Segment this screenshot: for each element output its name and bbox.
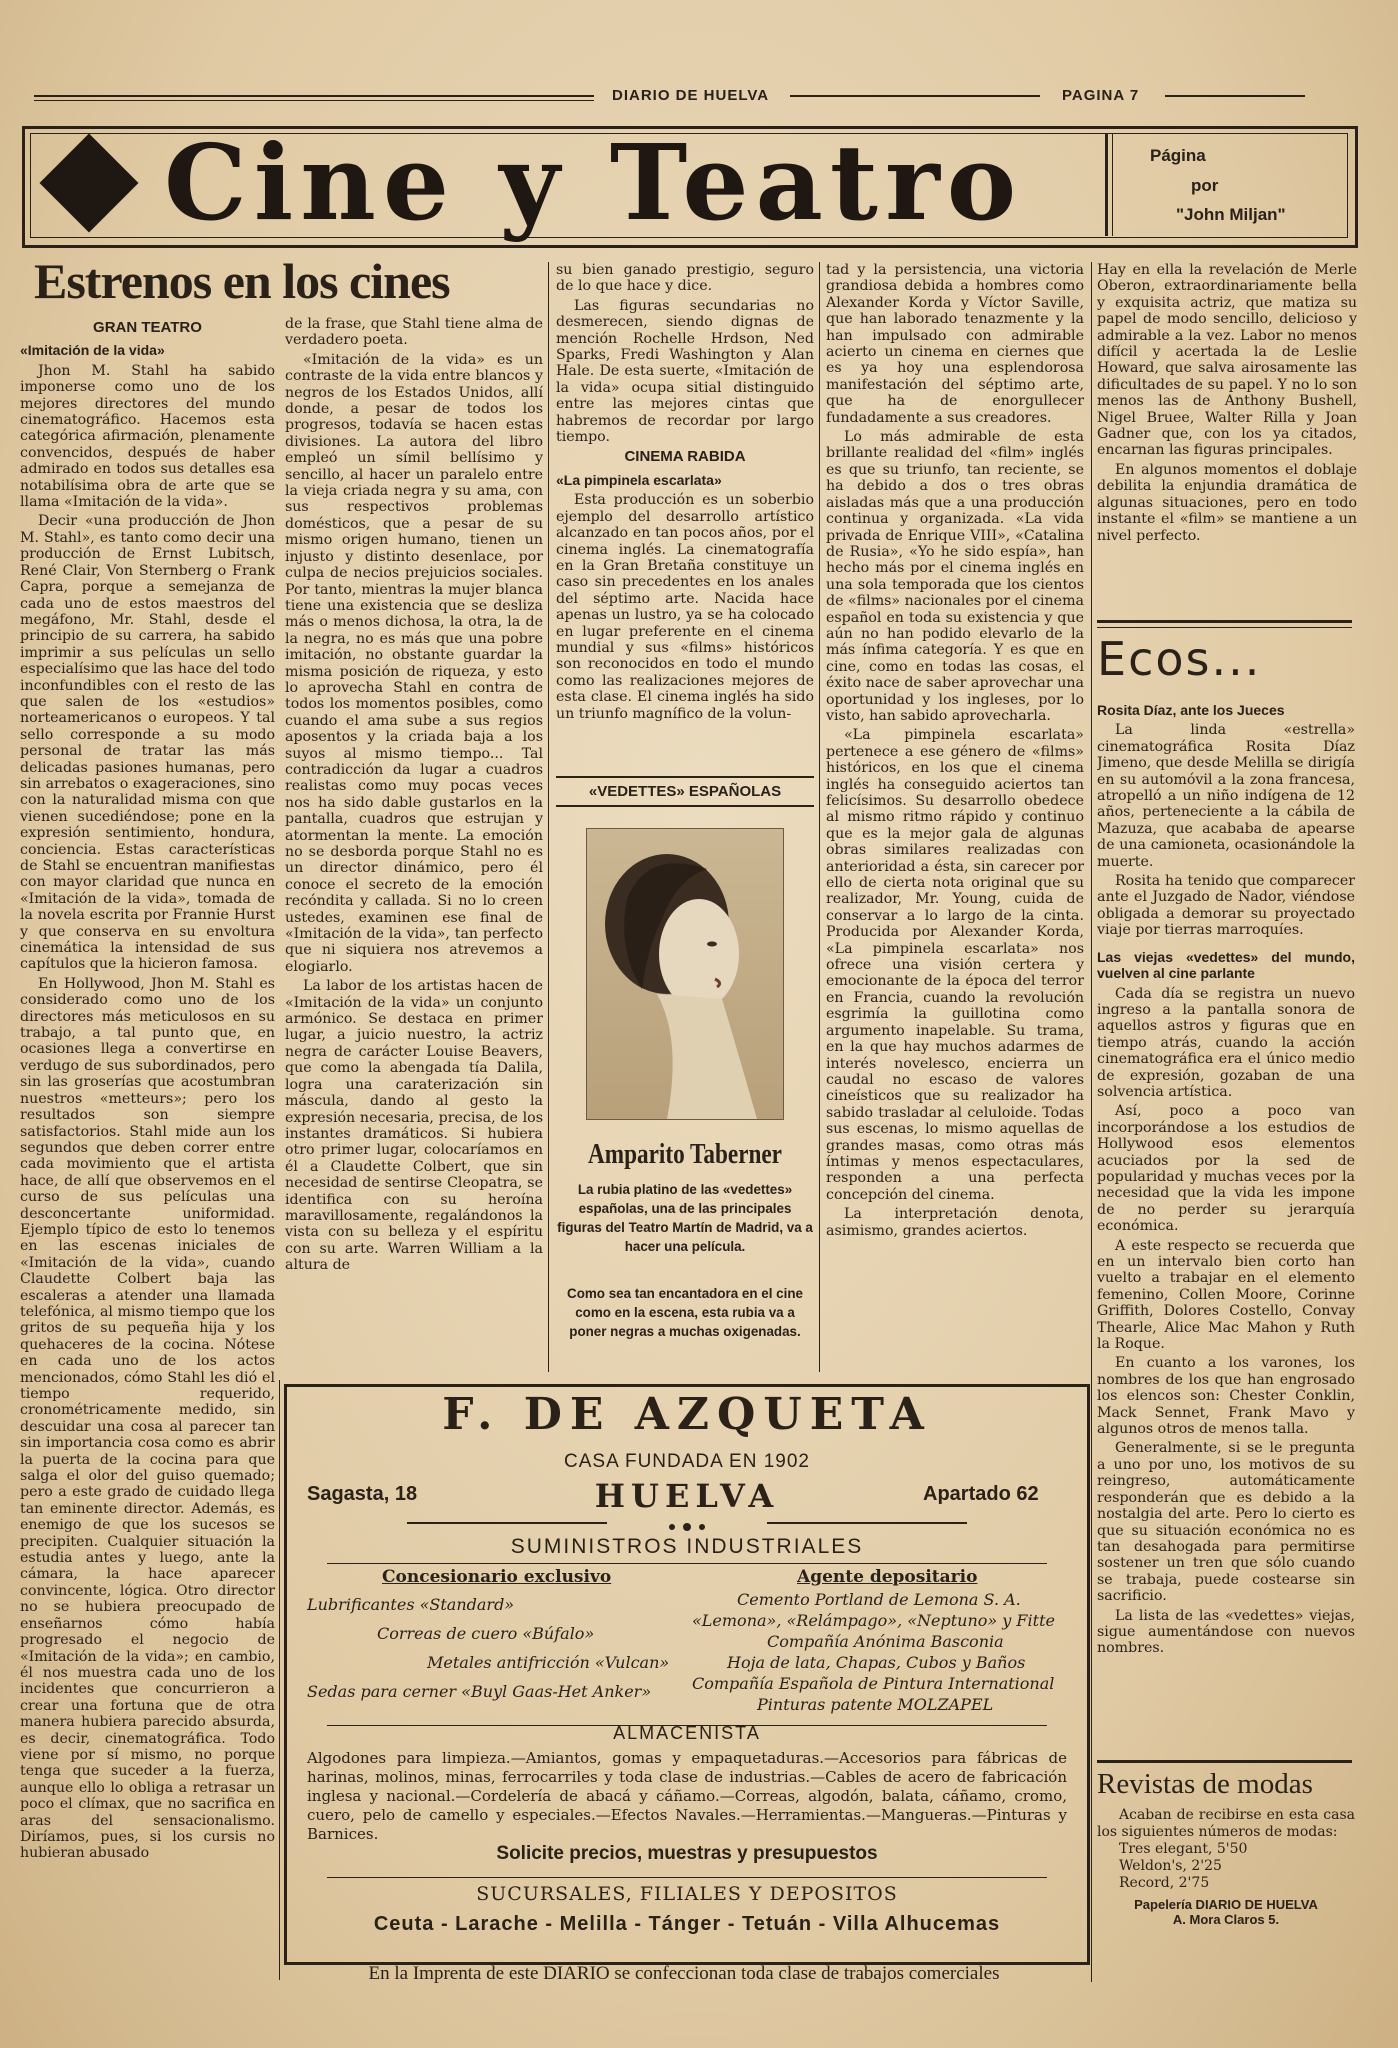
revistas-footer-2: A. Mora Claros 5. bbox=[1172, 1912, 1280, 1927]
revistas-footer-1: Papelería DIARIO DE HUELVA bbox=[1134, 1897, 1318, 1912]
paragraph: En algunos momentos el doblaje debilita la enjundia dramática de algunas situaciones, pero en todo instante el «film» se mantiene a un nivel perfecto. bbox=[1097, 461, 1357, 544]
masthead-rule-right bbox=[1165, 95, 1305, 97]
paragraph: de la frase, que Stahl tiene alma de verdadero poeta. bbox=[285, 316, 543, 349]
paragraph: Decir «una producción de Jhon M. Stahl», es tanto como decir una producción de Ernst Lubitsch, René Clair, Von Sternberg o Frank Capra, porque a semejanza de cada uno de estos maestros del megáfono, Mr. Stahl, desde el principio de su carrera, ha sabido imprimir a sus películas un sello especialísimo que las hace del todo inconfundibles con el resto de las que salen de los «estudios» norteamericanos o europeos. Y tal sello corresponde a su modo personal de tratar las más delicadas pasiones humanas, pero sin arrebatos o exageraciones, sino con la naturalidad misma con que vienen sucediéndose; pone en la expresión sentimiento, hondura, conciencia. Estas características de Stahl se encuentran manifiestas con mayor claridad que nunca en «Imitación de la vida», tomada de la novela escrita por Frannie Hurst y que conserva en su envoltura cinemática la intensidad de sus capítulos que la hicieron famosa. bbox=[20, 513, 275, 973]
ad-ornament-rule-right bbox=[767, 1522, 967, 1524]
column-rule-1 bbox=[548, 262, 549, 1372]
revistas-item: Weldon's, 2'25 bbox=[1119, 1858, 1222, 1874]
ecos-title: Ecos... bbox=[1097, 632, 1262, 686]
ad-right-item: Cemento Portland de Lemona S. A. bbox=[737, 1590, 1021, 1609]
column-2 bbox=[285, 316, 543, 1371]
ad-left-item: Lubrificantes «Standard» bbox=[307, 1595, 515, 1614]
ad-branches: Ceuta - Larache - Melilla - Tánger - Tetuán - Villa Alhucemas bbox=[373, 1913, 1001, 1935]
revistas-rule bbox=[1097, 1760, 1352, 1763]
paragraph: A este respecto se recuerda que en un intervalo bien corto han vuelto a trabajar en el elemento femenino, Collen Moore, Corinne Griffith, Dolores Costello, Convay Thearle, Alice Mac Mahon y Ruth la Roque. bbox=[1097, 1237, 1355, 1353]
ad-company: F. DE AZQUETA bbox=[442, 1389, 932, 1440]
paragraph: En cuanto a los varones, los nombres de los que han engrosado los elencos son: Chester Conklin, Mack Sennet, Frank Mavo y algunos otros de menos talla. bbox=[1097, 1355, 1355, 1438]
ad-section-suministros: SUMINISTROS INDUSTRIALES bbox=[510, 1535, 864, 1558]
column-1 bbox=[20, 316, 275, 1986]
ad-rule bbox=[327, 1877, 1047, 1878]
banner-divider bbox=[1105, 133, 1108, 236]
section-gran-teatro: GRAN TEATRO bbox=[93, 319, 202, 336]
paragraph: «Imitación de la vida» es un contraste de la vida entre blancos y negros de los Estados Unidos, allí donde, a pesar de todos los progresos, todavía se hacen estas divisiones. La autora del libro empleó un símil bellísimo y sencillo, al hacer un paralelo entre la vieja criada negra y su ama, con sus respectivos problemas domésticos, que a pesar de su mismo origen humano, tienen un injusto y distinto desenlace, por culpa de necios prejuicios sociales. Por tanto, mientras la mujer blanca tiene una existencia que se desliza más o menos dichosa, la otra, la de la negra, no es más que una pobre imitación, no obstante guardar la misma posición de riqueza, y esto lo aprovecha Stahl en contra de todos los momentos posibles, como cuando el ama sube a sus regios aposentos y la criada baja a los suyos al mismo tiempo... Tal contradicción da lugar a cuadros realistas como muy pocas veces nos ha sido dable gustarlos en la pantalla, cuadros que estrujan y atormentan la mente. La emoción no se desborda porque Stahl no es un director dinámico, pero él conoce el secreto de la emoción recóndita y callada. Si no lo creen ustedes, examinen ese final de «Imitación de la vida», tan perfecto que ni siquiera nos atrevemos a elogiarlo. bbox=[285, 351, 543, 975]
ad-left-item: Correas de cuero «Búfalo» bbox=[377, 1624, 595, 1643]
ad-right-item: «Lemona», «Relámpago», «Neptuno» y Fitte bbox=[692, 1611, 1055, 1630]
paragraph: Lo más admirable de esta brillante realidad del «film» inglés es que su triunfo, tan reciente, se ha debido a dos o tres obras aisladas más que a una producción continua y organizada. «La vida privada de Enrique VIII», «Catalina de Rusia», «Yo he sido espía», han hecho más por el cinema inglés en una sola temporada que los cientos de «films» nacionales por el cinema español en toda su existencia y que aún no han podido elevarlo de la más ínfima categoría. Y es que en cine, como en todas las cosas, el éxito nace de saber aprovechar una oportunidad y los ingleses, por lo visto, han sabido aprovecharla. bbox=[826, 429, 1084, 724]
paragraph: Esta producción es un soberbio ejemplo del desarrollo artístico alcanzado en tan pocos años, por el cinema inglés. La cinematografía en la Gran Bretaña constituye un caso sin precedentes en los anales del séptimo arte. Nacida hace apenas un lustro, ya se ha colocado en lugar preferente en el cinema mundial y sus «films» históricos son reconocidos en todo el mundo como las realizaciones mejores de esta clase. El cinema inglés ha sido un triunfo magnífico de la volun- bbox=[556, 492, 814, 722]
revistas-item: Record, 2'75 bbox=[1119, 1875, 1210, 1891]
ecos-rule-thin bbox=[1097, 627, 1352, 628]
ecos-item-1-title: Rosita Díaz, ante los Jueces bbox=[1097, 702, 1285, 718]
ad-address: Sagasta, 18 bbox=[307, 1483, 418, 1505]
revistas-title: Revistas de modas bbox=[1097, 1768, 1313, 1800]
paragraph: Cada día se registra un nuevo ingreso a la pantalla sonora de aquellos astros y figuras que en tiempo atrás, cuando la acción cinematográfica era el único medio de expresión, gozaban de una solvencia artística. bbox=[1097, 985, 1355, 1100]
masthead-rule-left-thin bbox=[34, 100, 594, 101]
ad-right-item: Pinturas patente MOLZAPEL bbox=[757, 1695, 994, 1714]
ad-cta: Solicite precios, muestras y presupuestos bbox=[496, 1843, 878, 1864]
ad-city: HUELVA bbox=[594, 1477, 780, 1515]
column-5 bbox=[1097, 262, 1357, 602]
paragraph: su bien ganado prestigio, seguro de lo que hace y dice. bbox=[556, 262, 814, 295]
masthead-paper-name: DIARIO DE HUELVA bbox=[612, 87, 770, 104]
ad-left-head: Concesionario exclusivo bbox=[382, 1567, 612, 1587]
vedette-name: Amparito Taberner bbox=[588, 1138, 782, 1170]
paragraph: Rosita ha tenido que comparecer ante el Juzgado de Nador, viéndose obligada a demorar su proyectado viaje por tierras marroquíes. bbox=[1097, 873, 1355, 939]
headline-estrenos: Estrenos en los cines bbox=[34, 253, 450, 309]
portrait-photo bbox=[586, 828, 784, 1120]
ad-ornament-dots bbox=[667, 1517, 707, 1527]
column-rule-ad bbox=[279, 1380, 280, 1980]
paragraph: Las figuras secundarias no desmerecen, siendo dignas de mención Rochelle Hrdson, Ned Sparks, Fredi Washington y Alan Hale. De esta suerte, «Imitación de la vida» ocupa sitial distinguido entre las mejores cintas que habremos de recordar por largo tiempo. bbox=[556, 297, 814, 446]
vedettes-box bbox=[556, 776, 814, 1366]
azqueta-ad bbox=[284, 1384, 1090, 1965]
vedettes-title: «VEDETTES» ESPAÑOLAS bbox=[556, 776, 814, 807]
paragraph: La interpretación denota, asimismo, grandes aciertos. bbox=[826, 1206, 1084, 1239]
ad-founded: CASA FUNDADA EN 1902 bbox=[564, 1451, 810, 1472]
paragraph: «La pimpinela escarlata» pertenece a ese género de «films» históricos, en los que el cinema inglés ha conseguido aciertos tan felicísimos. Su desarrollo obedece al mismo ritmo rápido y continuo que es la mejor gala de algunas obras similares realizadas con anterioridad a ésta, sin carecer por ello de cierta nota original que su realizador, Mr. Young, cuida de conservar a lo largo de la cinta. Producida por Alexander Korda, «La pimpinela escarlata» nos ofrece una visión certera y emocionante de la época del terror en Francia, cuando la revolución esgrimía la guillotina como argumento inapelable. Su trama, en la que hay muchos adarmes de interés novelesco, encierra un caudal no escaso de valores cineísticos que su realizador ha sabido trasladar al celuloide. Todas sus escenas, lo mismo aquellas de grandes masas, como otras más íntimas y menos espectaculares, responden a una perfecta concepción del cinema. bbox=[826, 727, 1084, 1203]
byline-1: Página bbox=[1150, 146, 1206, 165]
ad-rule bbox=[327, 1563, 1047, 1564]
portrait-illustration bbox=[587, 829, 783, 1119]
paragraph: La labor de los artistas hacen de «Imitación de la vida» un conjunto armónico. Se destaca en primer lugar, a juicio nuestro, la actriz negra de carácter Louise Beavers, que como la abengada tía Dalila, logra una caraterización sin máscula, dando al gesto la expresión necesaria, precisa, de los instantes dramáticos. Si hubiera otro primer lugar, colocaríamos en él a Claudette Colbert, que sin necesidad de sentirse Cleopatra, se identifica con su heroína maravillosamente, regalándonos la vista con su belleza y el espíritu con su arte. Warren William a la altura de bbox=[285, 978, 543, 1274]
revistas-intro: Acaban de recibirse en esta casa los siguientes números de modas: bbox=[1097, 1807, 1355, 1840]
vedette-caption-2: Como sea tan encantadora en el cine como en la escena, esta rubia va a poner negras a muchas oxigenadas. bbox=[567, 1286, 803, 1339]
paragraph: La lista de las «vedettes» viejas, sigue aumentándose con nuevos nombres. bbox=[1097, 1607, 1355, 1657]
banner-divider-thin bbox=[1112, 133, 1113, 236]
ad-right-head: Agente depositario bbox=[797, 1567, 978, 1587]
film-title-pimpinela: «La pimpinela escarlata» bbox=[556, 471, 722, 488]
masthead-rule-left bbox=[34, 95, 594, 97]
byline-3: "John Miljan" bbox=[1176, 205, 1286, 224]
paragraph: Jhon M. Stahl ha sabido imponerse como uno de los mejores directores del mundo cinematográfico. Hacemos esta categórica afirmación, plenamente convencidos, después de haber admirado en todos sus detalles esa notabilísima obra de arte que se llama «Imitación de la vida». bbox=[20, 362, 275, 511]
ad-section-almacenista: ALMACENISTA bbox=[613, 1723, 761, 1743]
paragraph: tad y la persistencia, una victoria grandiosa debida a hombres como Alexander Korda y Víctor Saville, que han laborado tenazmente y la han impulsado con admirable acierto un cinema en ciernes que es ya hoy una esplendorosa manifestación del séptimo arte, que ha de enorgullecer fundadamente a sus creadores. bbox=[826, 262, 1084, 426]
footer-line: En la Imprenta de este DIARIO se confeccionan toda clase de trabajos comerciales bbox=[368, 1963, 1000, 1984]
column-rule-3 bbox=[1091, 262, 1092, 1982]
ad-ornament-rule-left bbox=[407, 1522, 607, 1524]
paragraph: Generalmente, si se le pregunta a uno por uno, los motivos de su reingreso, automáticamente responderán que es debido a la nostalgia del arte. Pero lo cierto es que su situación económica no es tan desahogada para permitirse sostener un tren que sólo cuando se trabaja, puede costearse sin sacrificio. bbox=[1097, 1440, 1355, 1605]
revistas-item: Tres elegant, 5'50 bbox=[1119, 1841, 1248, 1857]
ecos-column bbox=[1097, 698, 1355, 1743]
ad-right-item: Compañía Anónima Basconia bbox=[767, 1632, 1004, 1651]
vedette-caption-1: La rubia platino de las «vedettes» españolas, una de las principales figuras del Teatro Martín de Madrid, va a hacer una película. bbox=[557, 1182, 813, 1254]
paragraph: Hay en ella la revelación de Merle Oberon, extraordinariamente bella y exquisita actriz, que matiza su papel de modo sencillo, delicioso y admirable a la vez. Labor no menos difícil y acertada la de Leslie Howard, que salva airosamente las dificultades de su papel. Y no lo son menos las de Anthony Bushell, Nigel Bruee, Walter Rilla y Joan Gadner que, con los ya citados, encarnan las figuras principales. bbox=[1097, 262, 1357, 459]
paragraph: Así, poco a poco van incorporándose a los estudios de Hollywood esos elementos acuciados por la sed de popularidad y muchas veces por la necesidad que la vida les impone de no perder su jerarquía económica. bbox=[1097, 1103, 1355, 1235]
revistas-box bbox=[1097, 1768, 1355, 2018]
masthead-rule-mid bbox=[790, 95, 1040, 97]
ad-left-item: Metales antifricción «Vulcan» bbox=[427, 1653, 670, 1672]
ad-right-item: Compañía Española de Pintura International bbox=[692, 1674, 1055, 1693]
column-rule-2 bbox=[819, 262, 820, 1372]
ad-almacen-text: Algodones para limpieza.—Amiantos, gomas y empaquetaduras.—Accesorios para fábricas de harinas, molinos, minas, ferrocarriles y toda clase de industrias.—Cables de acero de fabricación inglesa y nacional.—Cordelería de abacá y cáñamo.—Correas, algodón, balata, cáñamo, cromo, cuero, pelo de camello y especiales.—Efectos Navales.—Herramientas.—Mangueras.—Pinturas y Barnices. bbox=[307, 1749, 1067, 1843]
column-4 bbox=[826, 262, 1084, 1372]
ad-left-item: Sedas para cerner «Buyl Gaas-Het Anker» bbox=[307, 1682, 652, 1701]
byline-2: por bbox=[1191, 176, 1219, 195]
section-cinema-rabida: CINEMA RABIDA bbox=[624, 448, 746, 466]
masthead-page-label: PAGINA 7 bbox=[1062, 87, 1140, 104]
ad-right-item: Hoja de lata, Chapas, Cubos y Baños bbox=[727, 1653, 1026, 1672]
ecos-item-2-title: Las viejas «vedettes» del mundo, vuelven al cine parlante bbox=[1097, 948, 1355, 982]
ad-po-box: Apartado 62 bbox=[923, 1483, 1039, 1505]
ad-section-sucursales: SUCURSALES, FILIALES Y DEPOSITOS bbox=[476, 1883, 898, 1905]
paragraph: La linda «estrella» cinematográfica Rosita Díaz Jimeno, que desde Melilla se dirigía en su automóvil a la zona francesa, atropelló a un niño indígena de 12 años, perteneciente a la cábila de Mazuza, que acababa de apearse de una camioneta, ocasionándole la muerte. bbox=[1097, 722, 1355, 870]
ecos-rule bbox=[1097, 620, 1352, 623]
banner-title: Cine y Teatro bbox=[164, 121, 1024, 244]
paragraph: En Hollywood, Jhon M. Stahl es considerado como uno de los directores más meticulosos en su trabajo, a tal punto que, en ocasiones llega a convertirse en verdugo de sus subordinados, pero sin las groserías que acostumbran nuestros «metteurs»; pero los resultados son siempre satisfactorios. Stahl mide aun los segundos que deben correr entre cada movimiento que el artista hace, de allí que observemos en el curso de sus películas una desconcertante uniformidad. Ejemplo típico de esto lo tenemos en las escenas iniciales de «Imitación de la vida», cuando Claudette Colbert baja las escaleras a atender una llamada telefónica, al mismo tiempo que los gritos de su pequeña hija y los quehaceres de la cocina. Nótese en cada uno de los actos mencionados, cómo Stahl les dió el tiempo requerido, cronométricamente medido, sin descuidar una cosa al parecer tan sin importancia cosa como es abrir la puerta de la cocina para que salga el olor del guiso quemado; pero a este grado de cuidado llega tan eminente director. Además, es enemigo de que los sucesos se precipiten. Cualquier situación la estudia antes y luego, ante la cámara, la hace aparecer convincente, lógica. Otro director no se hubiera preocupado de enseñarnos cómo había progresado el negocio de «Imitación de la vida»; en cambio, él nos muestra cada uno de los incidentes que concurrieron a crear una fortuna que de otra manera hubiera parecido absurda, es decir, cinematográfica. Todo viene por sí mismo, no porque tenga que suceder a la fuerza, aunque ello lo obliga a retrasar un poco el clímax, que no sacrifica en aras del sensacionalismo. Diríamos, pues, si los cursis no hubieran abusado bbox=[20, 975, 275, 1862]
column-3 bbox=[556, 262, 814, 772]
film-title-imitacion: «Imitación de la vida» bbox=[20, 342, 165, 359]
